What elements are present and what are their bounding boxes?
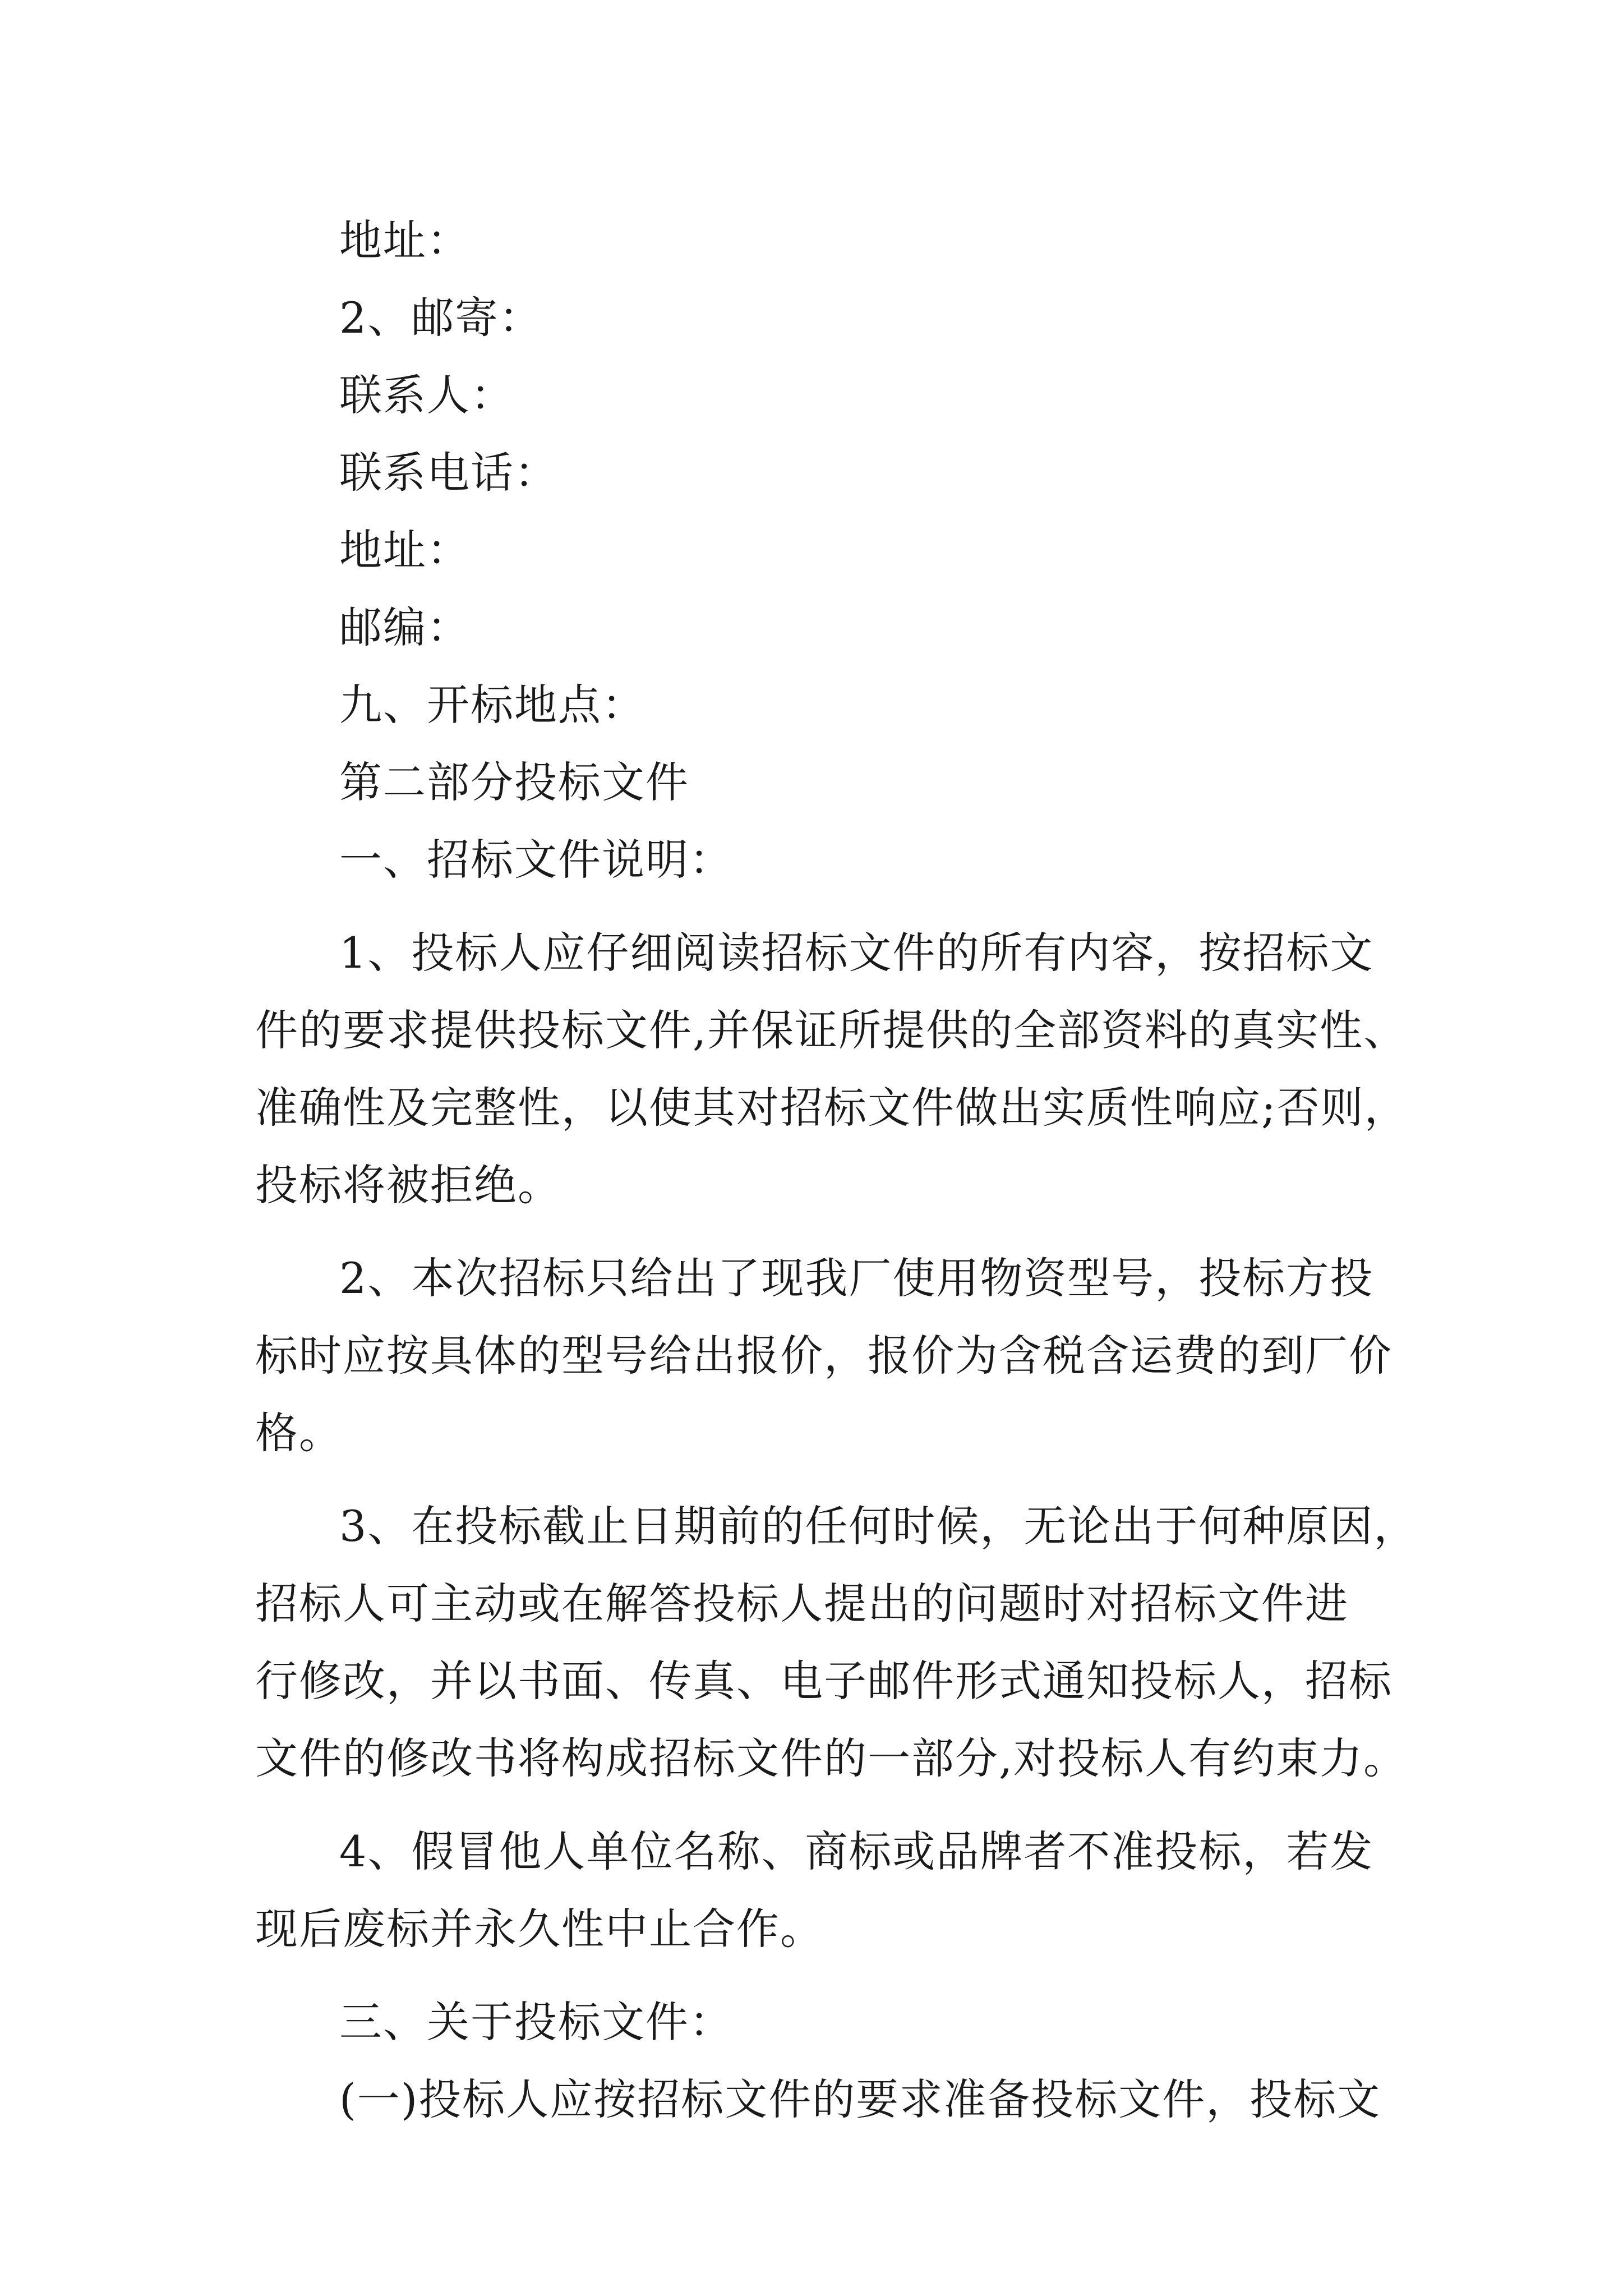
paragraph-gap: [255, 1472, 1382, 1488]
paragraph-1-line-1: 1、投标人应仔细阅读招标文件的所有内容，按招标文: [339, 928, 1374, 978]
postcode-label: 邮编：: [339, 602, 471, 652]
paragraph-4-line-1: 4、假冒他人单位名称、商标或品牌者不准投标，若发: [339, 1826, 1374, 1876]
paragraph-2-line-3: 格。: [255, 1408, 343, 1458]
address-label-2: 地址：: [339, 525, 471, 575]
paragraph-3-line-4: 文件的修改书将构成招标文件的一部分,对投标人有约束力。: [255, 1733, 1408, 1783]
paragraph-1-line-3: 准确性及完整性，以使其对招标文件做出实质性响应;否则，: [255, 1083, 1408, 1133]
paragraph-2-line-2: 标时应按具体的型号给出报价，报价为含税含运费的到厂价: [255, 1331, 1393, 1381]
contact-phone-label: 联系电话：: [339, 448, 558, 498]
document-body: [255, 202, 1418, 2138]
bid-opening-location-heading: 九、开标地点：: [339, 680, 645, 730]
contact-person-label: 联系人：: [339, 370, 514, 420]
mail-heading: 2、邮寄：: [339, 293, 543, 343]
paragraph-4-line-2: 现后废标并永久性中止合作。: [255, 1904, 824, 1954]
paragraph-gap: [255, 1224, 1382, 1240]
paragraph-gap: [255, 1797, 1382, 1813]
paragraph-gap: [255, 899, 1382, 914]
paragraph-1-line-4: 投标将被拒绝。: [255, 1160, 561, 1210]
part-two-heading: 第二部分投标文件: [339, 757, 689, 807]
paragraph-gap: [255, 1968, 1382, 1984]
paragraph-3-line-3: 行修改，并以书面、传真、电子邮件形式通知投标人，招标: [255, 1656, 1393, 1706]
address-label-1: 地址：: [339, 215, 471, 265]
paragraph-1-line-2: 件的要求提供投标文件,并保证所提供的全部资料的真实性、: [255, 1005, 1408, 1055]
paragraph-3-line-2: 招标人可主动或在解答投标人提出的问题时对招标文件进: [255, 1579, 1349, 1628]
paragraph-2-line-1: 2、本次招标只给出了现我厂使用物资型号，投标方投: [339, 1253, 1374, 1303]
section-one-heading: 一、招标文件说明：: [339, 835, 733, 885]
paragraph-3-line-1: 3、在投标截止日期前的任何时候，无论出于何种原因，: [339, 1501, 1418, 1551]
section-three-heading: 三、关于投标文件：: [339, 1997, 733, 2047]
subsection-one-line-1: (一)投标人应按招标文件的要求准备投标文件，投标文: [339, 2074, 1381, 2124]
